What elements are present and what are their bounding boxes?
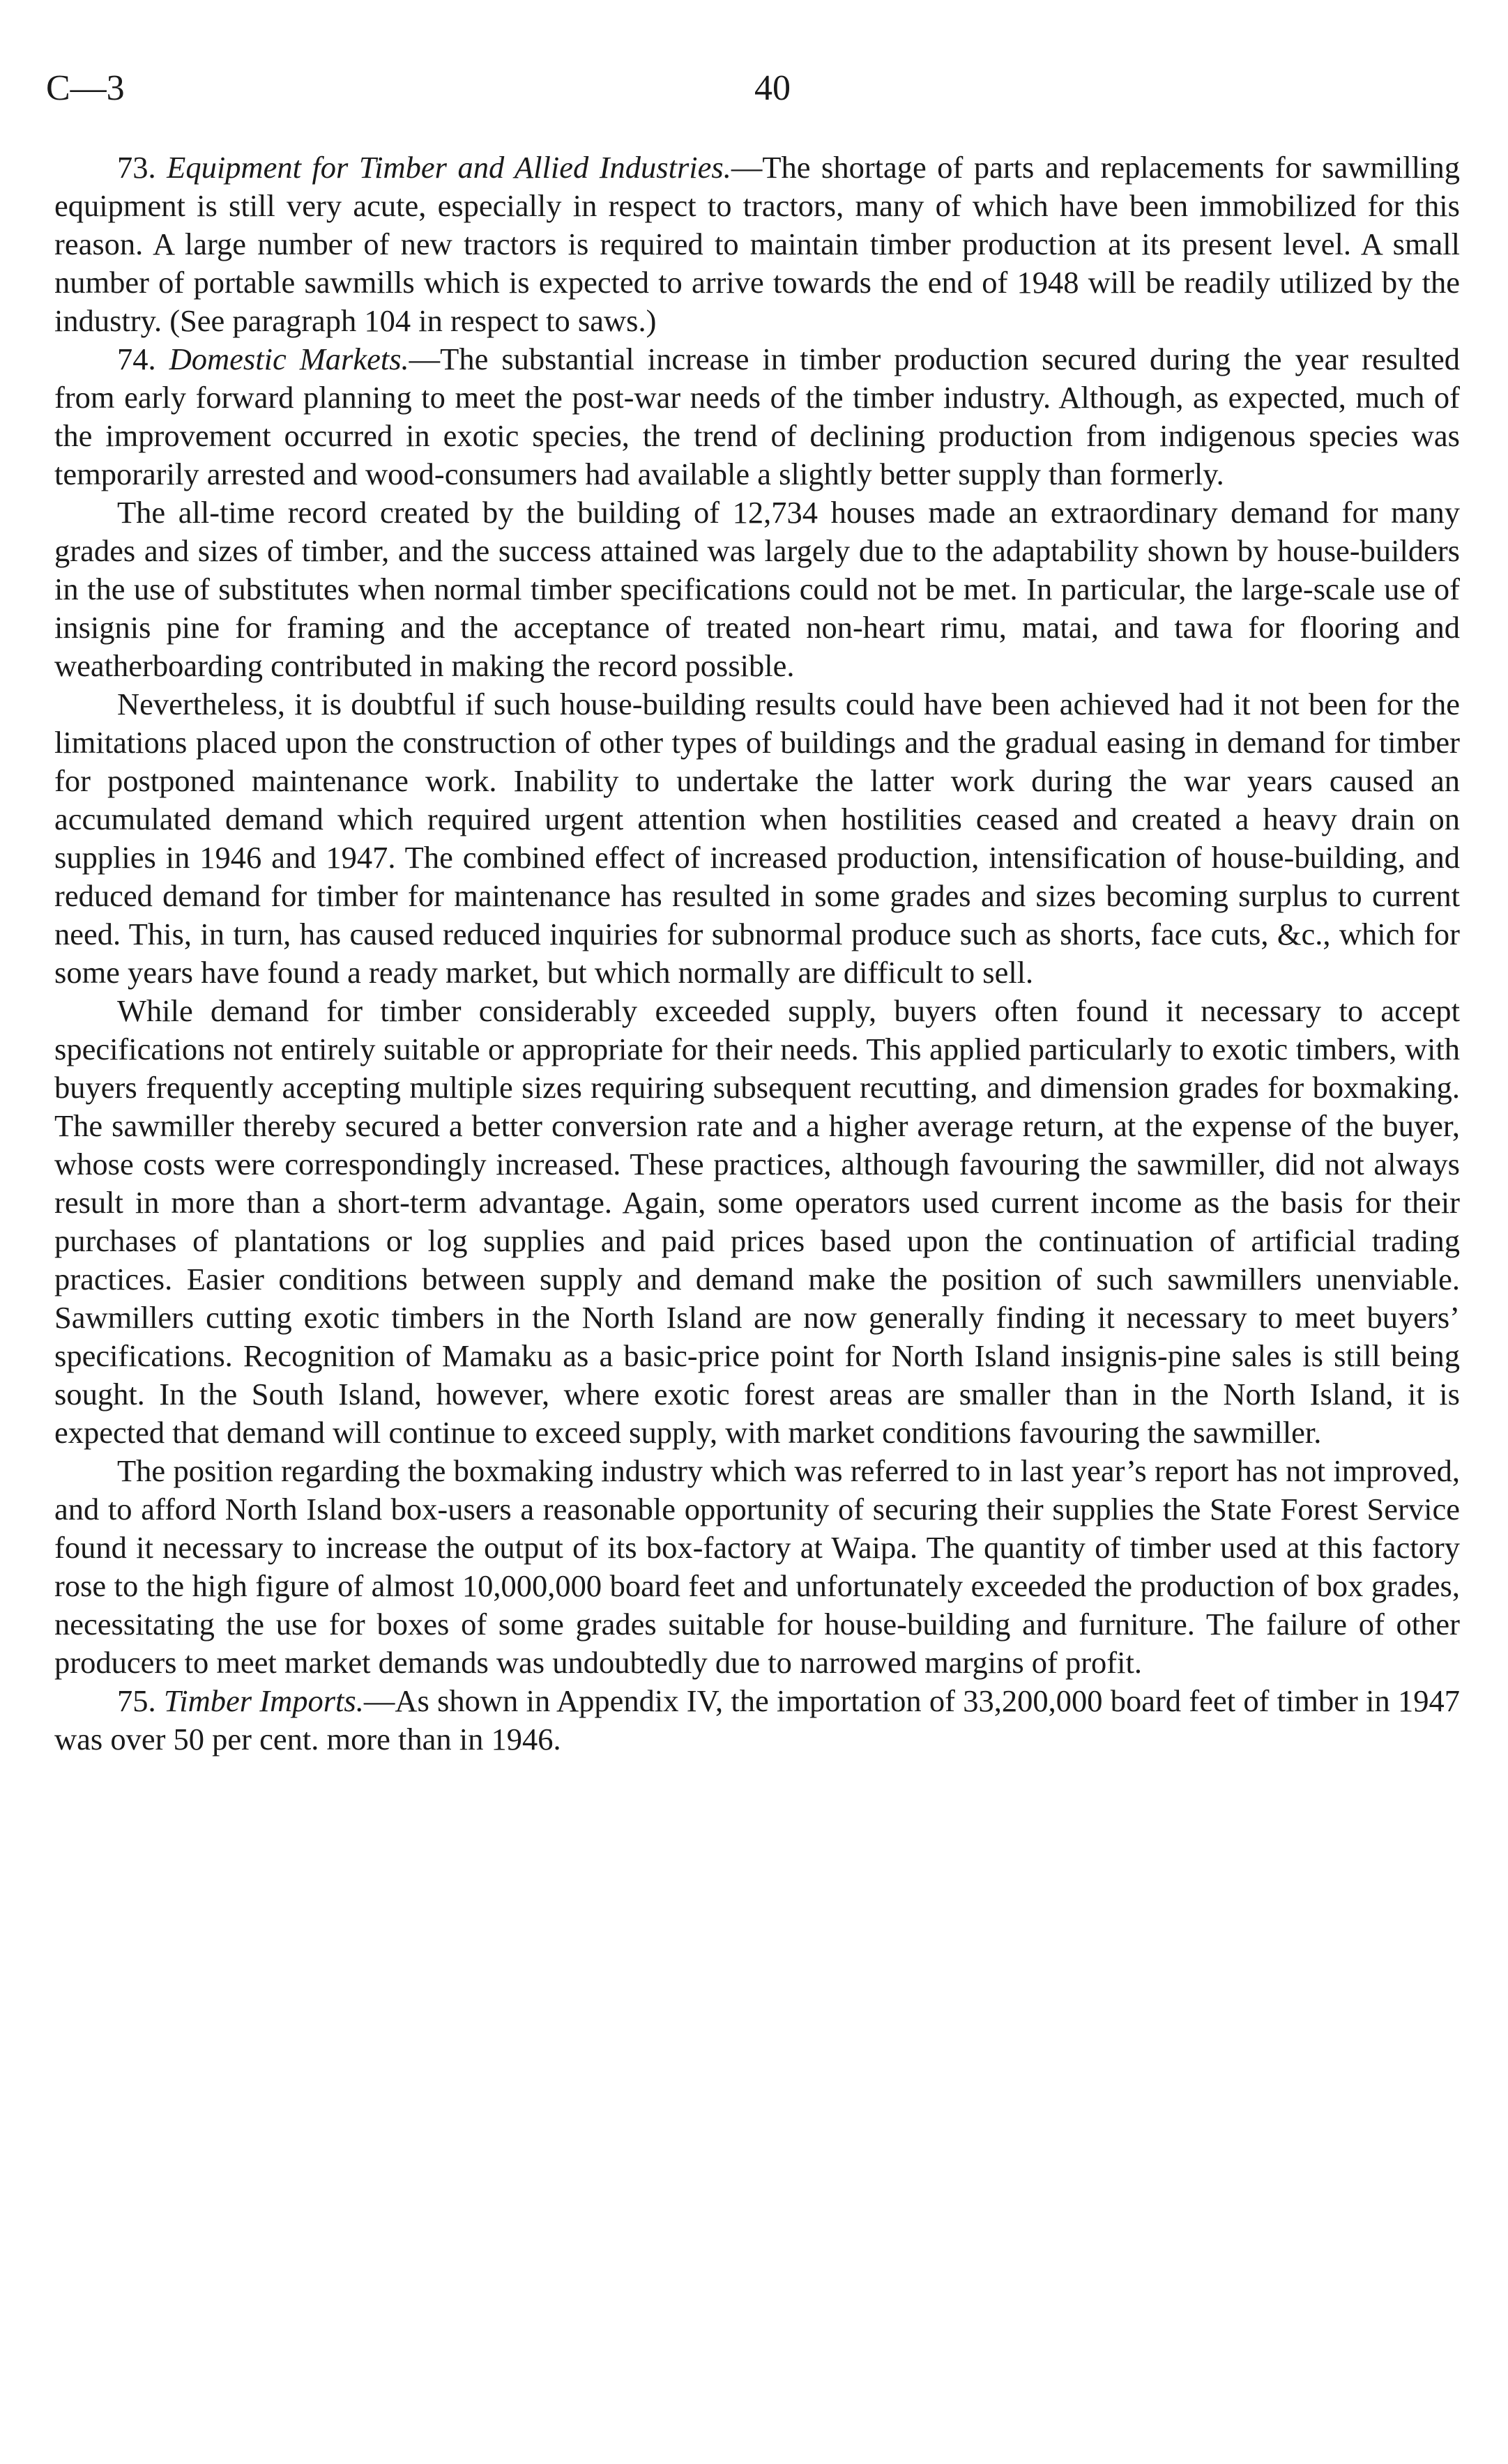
paragraph-74 — [54, 340, 1460, 493]
paragraph-text: —As shown in Appendix IV, the importation of 33,200,000 board feet of timber in 1947 was over 50 per cent. more than in 1946. — [54, 1683, 1460, 1757]
paragraph-demand-supply — [54, 992, 1460, 1452]
page-header — [46, 64, 1461, 113]
paragraph-75 — [54, 1682, 1460, 1759]
paragraph-number: 75. — [117, 1683, 164, 1718]
section-heading: Domestic Markets. — [169, 342, 409, 376]
document-reference: C—3 — [46, 68, 125, 108]
section-heading: Equipment for Timber and Allied Industries. — [167, 150, 731, 185]
paragraph-text: While demand for timber considerably exceeded supply, buyers often found it necessary to accept specifications not entirely suitable or appropriate for their needs. This applied particularly to exotic timbers, with buyers frequently accepting multiple sizes requiring subsequent recutting, and dimension grades for boxmaking. The sawmiller thereby secured a better conversion rate and a higher average return, at the expense of the buyer, whose costs were correspondingly increased. These practices, although favouring the sawmiller, did not always result in more than a short-term advantage. Again, some operators used current income as the basis for their purchases of plantations or log supplies and paid prices based upon the continuation of artificial trading practices. Easier conditions between supply and demand make the position of such sawmillers unenviable. Sawmillers cutting exotic timbers in the North Island are now generally finding it necessary to meet buyers’ specifications. Recognition of Mamaku as a basic-price point for North Island insignis-pine sales is still being sought. In the South Island, however, where exotic forest areas are smaller than in the North Island, it is expected that demand will continue to exceed supply, with market conditions favouring the sawmiller. — [54, 993, 1460, 1450]
paragraph-text: The position regarding the boxmaking industry which was referred to in last year’s report has not improved, and to afford North Island box-users a reasonable opportunity of securing their supplies the State Forest Service found it necessary to increase the output of its box-factory at Waipa. The quantity of timber used at this factory rose to the high figure of almost 10,000,000 board feet and unfortunately exceeded the production of box grades, necessitating the use for boxes of some grades suitable for house-building and furniture. The failure of other producers to meet market demands was undoubtedly due to narrowed margins of profit. — [54, 1453, 1460, 1680]
paragraph-number: 73. — [117, 150, 167, 185]
paragraph-text: —The substantial increase in timber production secured during the year resulted from early forward planning to meet the post-war needs of the timber industry. Although, as expected, much of the improvement occurred in exotic species, the trend of declining production from indigenous species was temporarily arrested and wood-consumers had available a slightly better supply than formerly. — [54, 342, 1461, 491]
paragraph-boxmaking — [54, 1452, 1460, 1682]
paragraph-text: The all-time record created by the building of 12,734 houses made an extraordinary demand for many grades and sizes of timber, and the success attained was largely due to the adaptability shown by house-builders in the use of substitutes when normal timber specifications could not be met. In particular, the large-scale use of insignis pine for framing and the acceptance of treated non-heart rimu, matai, and tawa for flooring and weatherboarding contributed in making the record possible. — [54, 495, 1460, 683]
paragraph-text: Nevertheless, it is doubtful if such house-building results could have been achieved had it not been for the limitations placed upon the construction of other types of buildings and the gradual easing in demand for timber for postponed maintenance work. Inability to undertake the latter work during the war years caused an accumulated demand which required urgent attention when hostilities ceased and created a heavy drain on supplies in 1946 and 1947. The combined effect of increased production, intensification of house-building, and reduced demand for timber for maintenance has resulted in some grades and sizes becoming surplus to current need. This, in turn, has caused reduced inquiries for subnormal produce such as shorts, face cuts, &c., which for some years have found a ready market, but which normally are difficult to sell. — [54, 687, 1460, 990]
paragraph-73 — [54, 148, 1460, 340]
page-body — [54, 148, 1460, 1759]
paragraph-house-building — [54, 685, 1460, 992]
paragraph-text: —The shortage of parts and replacements for sawmilling equipment is still very acute, especially in respect to tractors, many of which have been immobilized for this reason. A large number of new tractors is required to maintain timber production at its present level. A small number of portable sawmills which is expected to arrive towards the end of 1948 will be readily utilized by the industry. (See paragraph 104 in respect to saws.) — [54, 150, 1461, 338]
section-heading: Timber Imports. — [163, 1683, 364, 1718]
paragraph-housing-record — [54, 493, 1460, 685]
page-number: 40 — [754, 68, 791, 108]
paragraph-number: 74. — [117, 342, 169, 376]
